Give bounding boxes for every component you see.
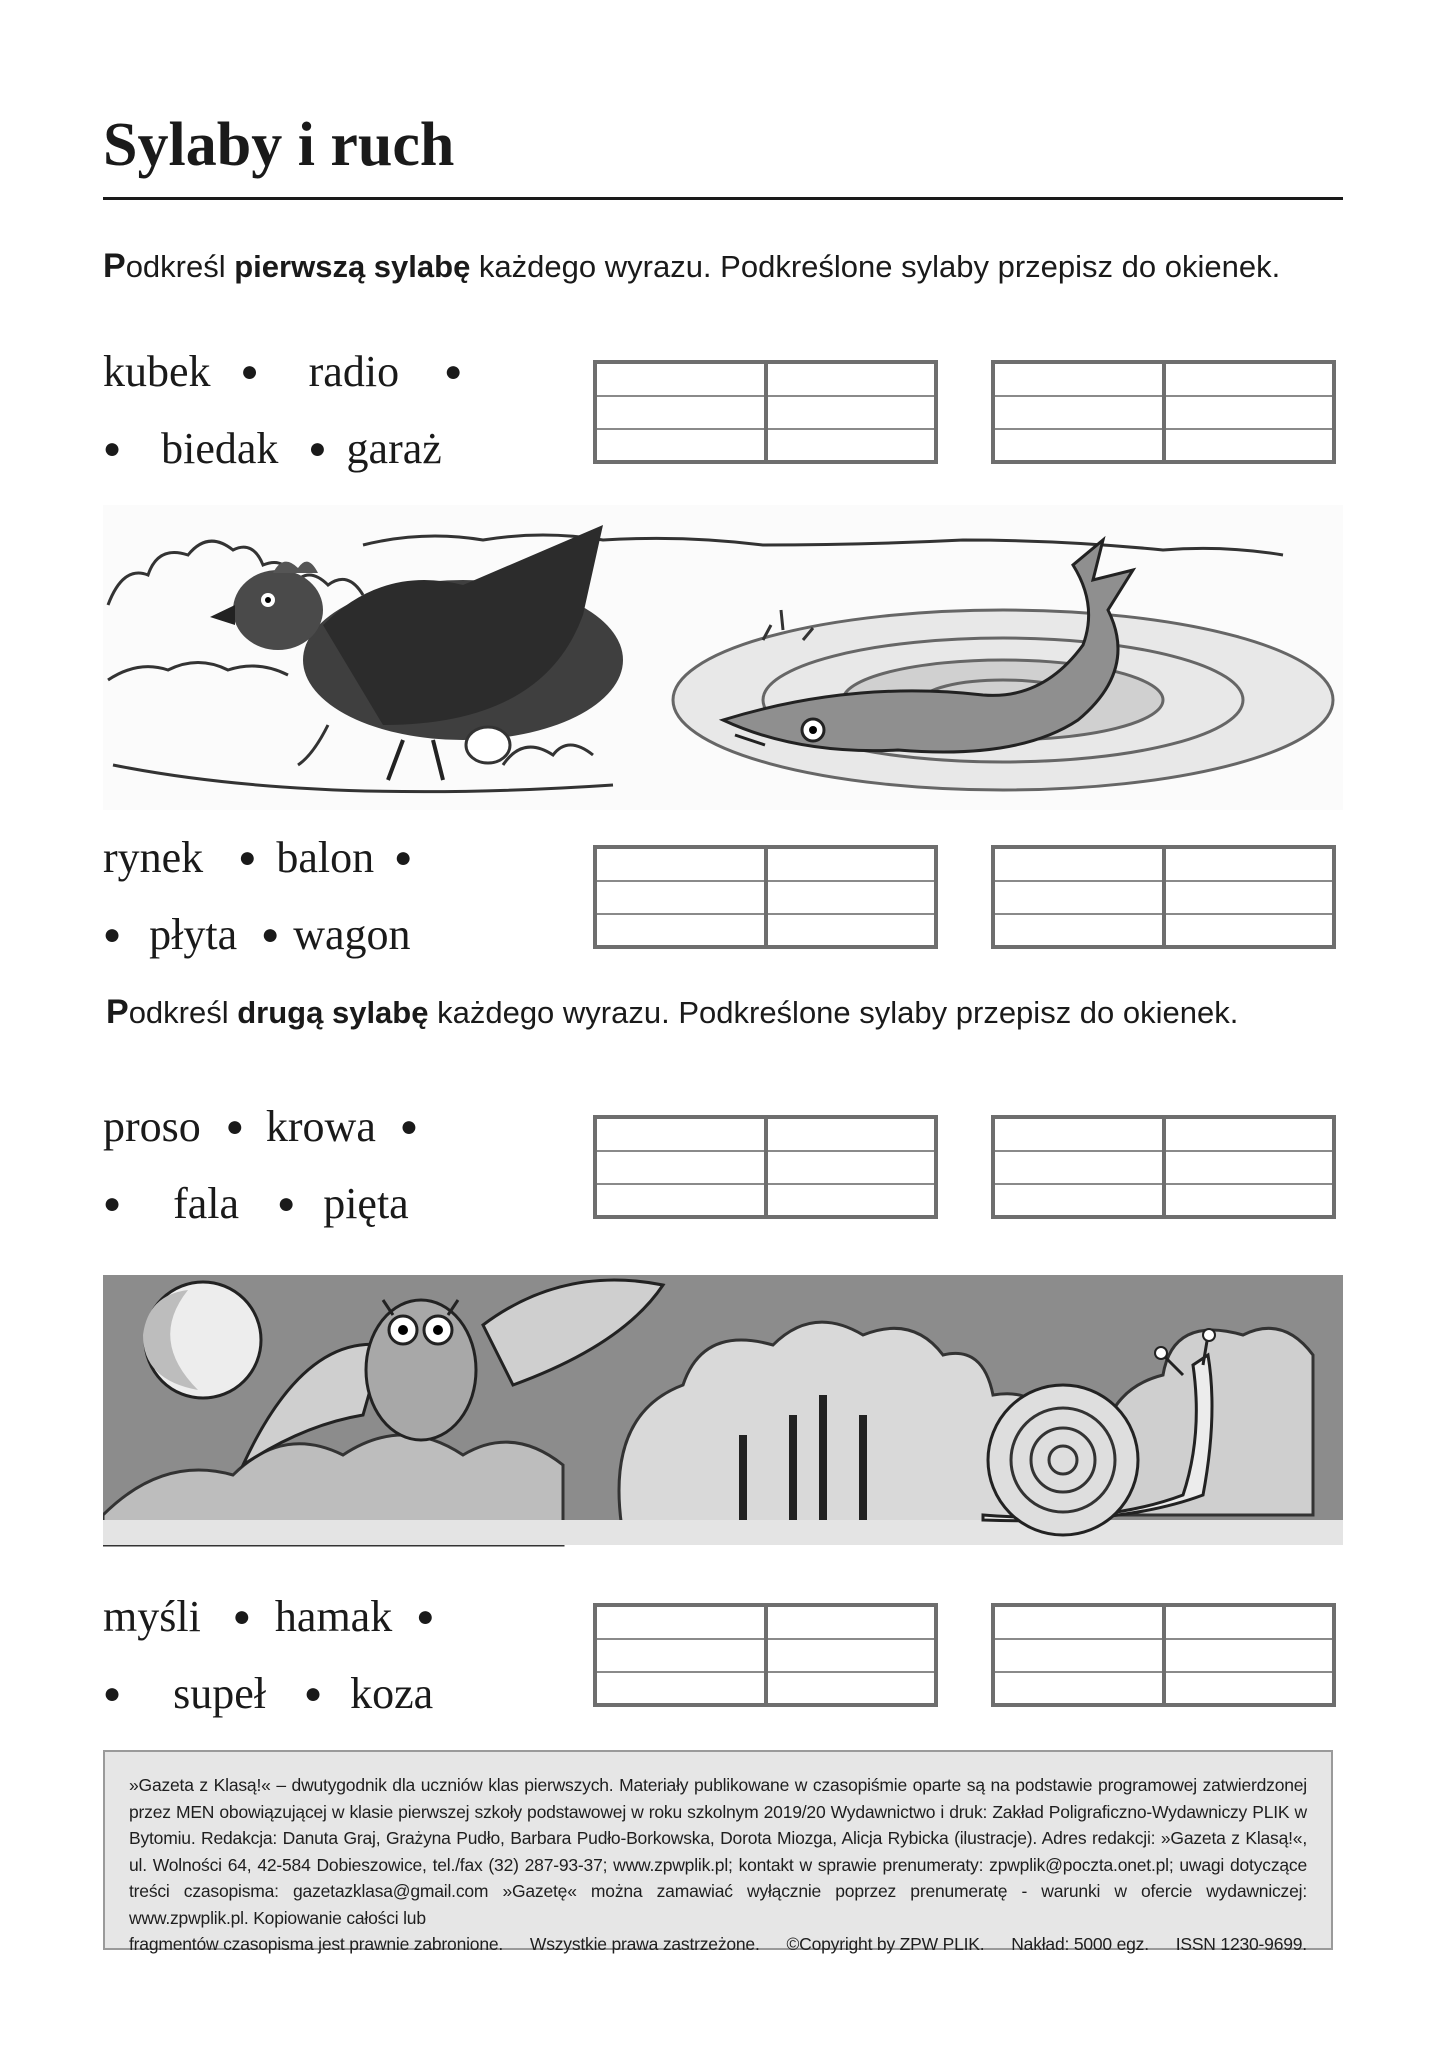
bullet: ● [103,431,122,465]
bullet: ● [103,1676,122,1710]
word: radio [308,347,400,396]
bullet: ● [308,431,327,465]
title-divider [103,197,1343,200]
answer-cell[interactable] [1162,364,1333,460]
instruction-initial: P [106,993,129,1031]
word: supeł [173,1669,267,1718]
footer-issn: ISSN 1230-9699. [1175,1934,1307,1954]
bullet: ● [240,354,259,388]
word-line [103,1591,434,1642]
answer-cell[interactable] [995,849,1162,945]
syllable-answer-grid[interactable] [593,1115,938,1219]
footer-last-line [129,1931,1307,1958]
answer-cell[interactable] [995,1119,1162,1215]
footer-copyright: ©Copyright by ZPW PLIK. [786,1934,985,1954]
answer-cell[interactable] [597,1119,764,1215]
bullet: ● [394,840,413,874]
bullet: ● [277,1186,296,1220]
syllable-answer-grid[interactable] [593,360,938,464]
bullet: ● [232,1599,251,1633]
word: wagon [293,910,411,959]
bullet: ● [103,917,122,951]
syllable-answer-grid[interactable] [991,1603,1336,1707]
instruction-emphasis: pierwszą sylabę [234,249,471,284]
answer-cell[interactable] [764,1119,935,1215]
footer-copy-notice: fragmentów czasopisma jest prawnie zabronione. [129,1934,504,1954]
syllable-answer-grid[interactable] [593,845,938,949]
word: proso [103,1102,201,1151]
word: hamak [274,1592,393,1641]
word: fala [173,1179,240,1228]
word-line [103,1101,418,1152]
answer-cell[interactable] [1162,1119,1333,1215]
moon-icon [143,1282,261,1398]
word: koza [350,1669,434,1718]
instruction-text-start: odkreśl [125,249,235,284]
word: pięta [323,1179,409,1228]
answer-cell[interactable] [1162,1607,1333,1703]
word-line [103,346,462,397]
word-line [103,1178,409,1229]
answer-cell[interactable] [764,1607,935,1703]
word: biedak [161,424,279,473]
bullet: ● [238,840,257,874]
word: myśli [103,1592,201,1641]
answer-cell[interactable] [995,1607,1162,1703]
hen-fish-illustration [103,505,1343,810]
footer-text: »Gazeta z Klasą!« – dwutygodnik dla uczniów klas pierwszych. Materiały publikowane w czasopiśmie oparte są na podstawie programowej zatwierdzonej przez MEN obowiązującej w klasie pierwszej szkoły podstawowej w roku szkolnym 2019/20 Wydawnictwo i druk: Zakład Poligraficzno-Wydawniczy PLIK w Bytomiu. Redakcja: Danuta Graj, Grażyna Pudło, Barbara Pudło-Borkowska, Dorota Miozga, Alicja Rybicka (ilustracje). Adres redakcji: »Gazeta z Klasą!«, ul. Wolności 64, 42-584 Dobieszowice, tel./fax (32) 287-93-37; www.zpwplik.pl; kontakt w sprawie prenumeraty: zpwplik@poczta.onet.pl; uwagi dotyczące treści czasopisma: gazetazklasa@gmail.com »Gazetę« można zamawiać wyłącznie poprzez prenumeratę - warunki w ofercie wydawniczej: www.zpwplik.pl. Kopiowanie całości lub [129,1775,1307,1928]
word: rynek [103,833,204,882]
bullet: ● [261,917,280,951]
answer-cell[interactable] [597,1607,764,1703]
word-line [103,832,412,883]
answer-cell[interactable] [764,364,935,460]
word: płyta [149,910,238,959]
instruction-emphasis: drugą sylabę [237,995,429,1030]
word-line [103,909,411,960]
bullet: ● [416,1599,435,1633]
owl-snail-illustration [103,1255,1343,1555]
word-line [103,423,442,474]
word: kubek [103,347,211,396]
word-line [103,1668,433,1719]
bullet: ● [399,1109,418,1143]
syllable-answer-grid[interactable] [991,360,1336,464]
word: krowa [265,1102,376,1151]
answer-cell[interactable] [597,849,764,945]
bullet: ● [444,354,463,388]
instruction-text-end: każdego wyrazu. Podkreślone sylaby przepisz do okienek. [470,249,1281,284]
footer-rights: Wszystkie prawa zastrzeżone. [529,1934,760,1954]
page-title: Sylaby i ruch [103,111,455,179]
answer-cell[interactable] [1162,849,1333,945]
syllable-answer-grid[interactable] [991,845,1336,949]
bullet: ● [304,1676,323,1710]
footer-circulation: Nakład: 5000 egz. [1011,1934,1149,1954]
answer-cell[interactable] [764,849,935,945]
syllable-answer-grid[interactable] [593,1603,938,1707]
word: garaż [346,424,442,473]
bullet: ● [225,1109,244,1143]
syllable-answer-grid[interactable] [991,1115,1336,1219]
bullet: ● [103,1186,122,1220]
instruction-initial: P [103,247,126,285]
instruction-second-syllable [106,993,1256,1032]
answer-cell[interactable] [995,364,1162,460]
publisher-footer [103,1750,1333,1954]
word: balon [276,833,375,882]
instruction-first-syllable [103,247,1335,286]
answer-cell[interactable] [597,364,764,460]
instruction-text-start: odkreśl [128,995,238,1030]
instruction-text-end: każdego wyrazu. Podkreślone sylaby przepisz do okienek. [428,995,1239,1030]
